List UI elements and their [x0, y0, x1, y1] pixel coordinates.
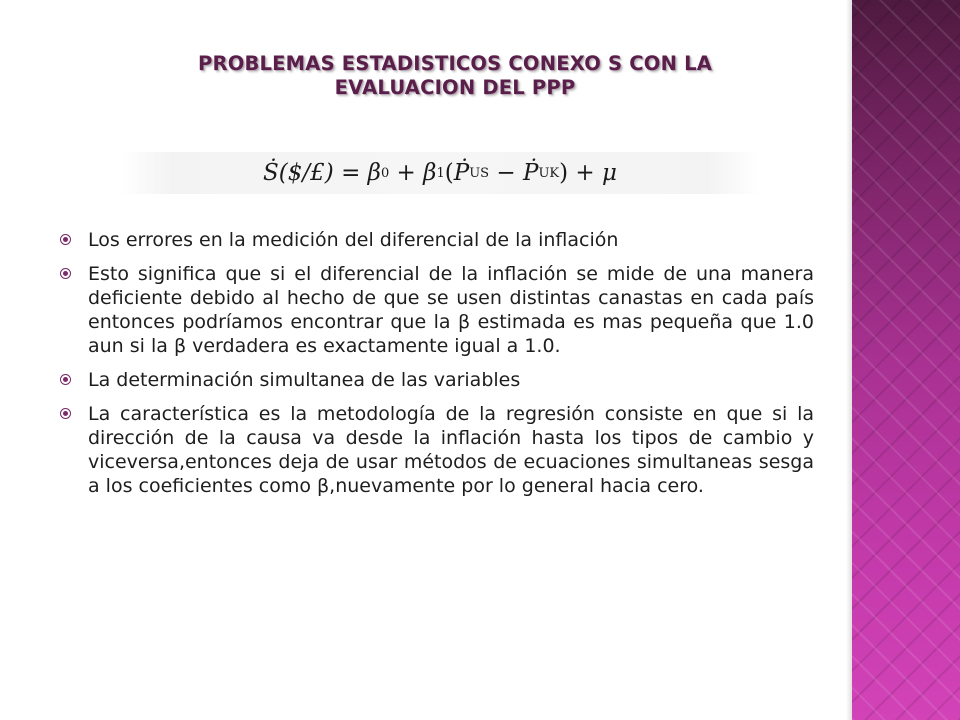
formula-beta0: β [367, 160, 381, 186]
bullet-text: Esto significa que si el diferencial de la inflación se mide de una manera deficiente debido al hecho de que se usen distintas canastas en cada país entonces podríamos encontrar que la β estimada es mas pequeña que 1.0 aun si la β verdadera es exactamente igual a 1.0. [88, 263, 814, 357]
bullet-list [58, 228, 814, 508]
formula-close-paren: ) [559, 160, 569, 186]
formula-p-uk: Ṗ [522, 160, 539, 186]
formula-beta0-sub: 0 [380, 165, 390, 181]
formula-beta1: β [423, 160, 437, 186]
decorative-side-panel [852, 0, 960, 720]
circled-dot-bullet-icon [60, 408, 71, 419]
bullet-text: La determinación simultanea de las variables [88, 369, 521, 391]
formula-equals: = [341, 160, 361, 186]
formula-beta1-sub: 1 [436, 165, 445, 181]
formula-plus-2: + [575, 160, 595, 186]
formula-plus-1: + [396, 160, 416, 186]
formula-minus: − [496, 160, 516, 186]
formula-p-uk-sub: UK [538, 165, 560, 181]
circled-dot-bullet-icon [60, 374, 71, 385]
title-line-2: EVALUACION DEL PPP [334, 76, 576, 99]
formula-p-us-sub: US [469, 165, 490, 181]
bullet-item-1 [58, 228, 814, 252]
formula-lhs: Ṡ($/£) [263, 160, 334, 186]
formula-open-paren: ( [444, 160, 454, 186]
bullet-item-4 [58, 402, 814, 498]
formula-mu: μ [602, 160, 617, 186]
ppp-regression-formula [120, 152, 760, 194]
bullet-item-3 [58, 368, 814, 392]
bullet-item-2 [58, 262, 814, 358]
circled-dot-bullet-icon [60, 268, 71, 279]
bullet-text: La característica es la metodología de la regresión consiste en que si la dirección de la causa va desde la inflación hasta los tipos de cambio y viceversa,entonces deja de usar métodos de ecuaciones simultaneas sesga a los coeficientes como β,nuevamente por lo general hacia cero. [88, 403, 814, 497]
circled-dot-bullet-icon [60, 234, 71, 245]
bullet-text: Los errores en la medición del diferencial de la inflación [88, 229, 619, 251]
formula-p-us: Ṗ [453, 160, 470, 186]
slide-title [120, 52, 790, 100]
title-line-1: PROBLEMAS ESTADISTICOS CONEXO S CON LA [197, 52, 712, 75]
